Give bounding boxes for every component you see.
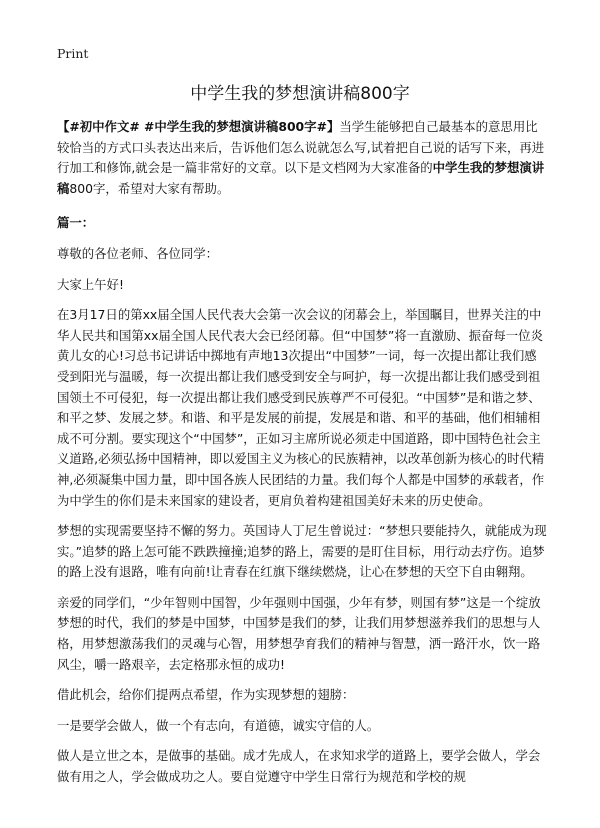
intro-paragraph xyxy=(57,117,547,199)
intro-text-end: 800字，希望对大家有帮助。 xyxy=(69,180,230,196)
body-paragraph: 一是要学会做人，做一个有志向，有道德，诚实守信的人。 xyxy=(57,717,380,733)
body-paragraph: 做人是立世之本，是做事的基础。成才先成人，在求知求学的道路上，要学会做人，学会做有用之人，学会做成功之人。要自觉遵守中学生日常行为规范和学校的规 xyxy=(57,748,541,785)
body-paragraph: 亲爱的同学们，“少年智则中国智，少年强则中国强，少年有梦，则国有梦”这是一个绽放梦想的时代，我们的梦是中国梦，中国梦是我们的梦，让我们用梦想滋养我们的思想与人格，用梦想激荡我们的灵魂与心智，用梦想孕育我们的精神与智慧，洒一路汗水，饮一路风尘，嚼一路艰辛，去定格那永恒的成功! xyxy=(57,594,541,672)
intro-tag: 【#初中作文# #中学生我的梦想演讲稿800字#】 xyxy=(57,119,340,134)
intro-bold-title: 中学生我的梦想演讲稿 xyxy=(57,160,545,196)
intro-text: 当学生能够把自己最基本的意思用比较恰当的方式口头表达出来后，告诉他们怎么说就怎么写,试着把自己说的话写下来，再进行加工和修饰,就会是一篇非常好的文章。以下是文档网为大家准备的 xyxy=(57,119,545,176)
print-label: Print xyxy=(57,46,89,61)
section-heading: 篇一： xyxy=(57,215,95,231)
greeting: 尊敬的各位老师、各位同学： xyxy=(57,245,219,261)
document-body xyxy=(57,117,547,798)
body-paragraph: 借此机会，给你们提两点希望，作为实现梦想的翅膀： xyxy=(57,687,355,703)
document-title: 中学生我的梦想演讲稿800字 xyxy=(190,84,410,104)
body-paragraph: 在3月17日的第xx届全国人民代表大会第一次会议的闭幕会上，举国瞩目，世界关注的中华人民共和国第xx届全国人民代表大会已经闭幕。但“中国梦”将一直激励、振奋每一位炎黄儿女的心!习总书记讲话中掷地有声地13次提出“中国梦”一词，每一次提出都让我们感受到阳光与温暖，每一次提出都让我们感受到安全与呵护，每一次提出都让我们感受到祖国领土不可侵犯，每一次提出都让我们感受到民族尊严不可侵犯。“中国梦”是和谐之梦、和平之梦、发展之梦。和谐、和平是发展的前提，发展是和谐、和平的基础，他们相辅相成不可分割。要实现这个“中国梦”，正如习主席所说必须走中国道路，即中国特色社会主义道路,必须弘扬中国精神，即以爱国主义为核心的民族精神，以改革创新为核心的时代精神,必须凝集中国力量，即中国各族人民团结的力量。我们每个人都是中国梦的承载者，作为中学生的你们是未来国家的建设者，更肩负着构建祖国美好未来的历史使命。 xyxy=(57,307,545,508)
body-paragraph: 梦想的实现需要坚持不懈的努力。英国诗人丁尼生曾说过：“梦想只要能持久，就能成为现实。”追梦的路上怎可能不跌跌撞撞;追梦的路上，需要的是盯住目标，用行动去疗伤。追梦的路上没有退路，唯有向前!让青春在红旗下继续燃烧，让心在梦想的天空下自由翱翔。 xyxy=(57,523,547,580)
salutation: 大家上午好! xyxy=(57,276,124,292)
